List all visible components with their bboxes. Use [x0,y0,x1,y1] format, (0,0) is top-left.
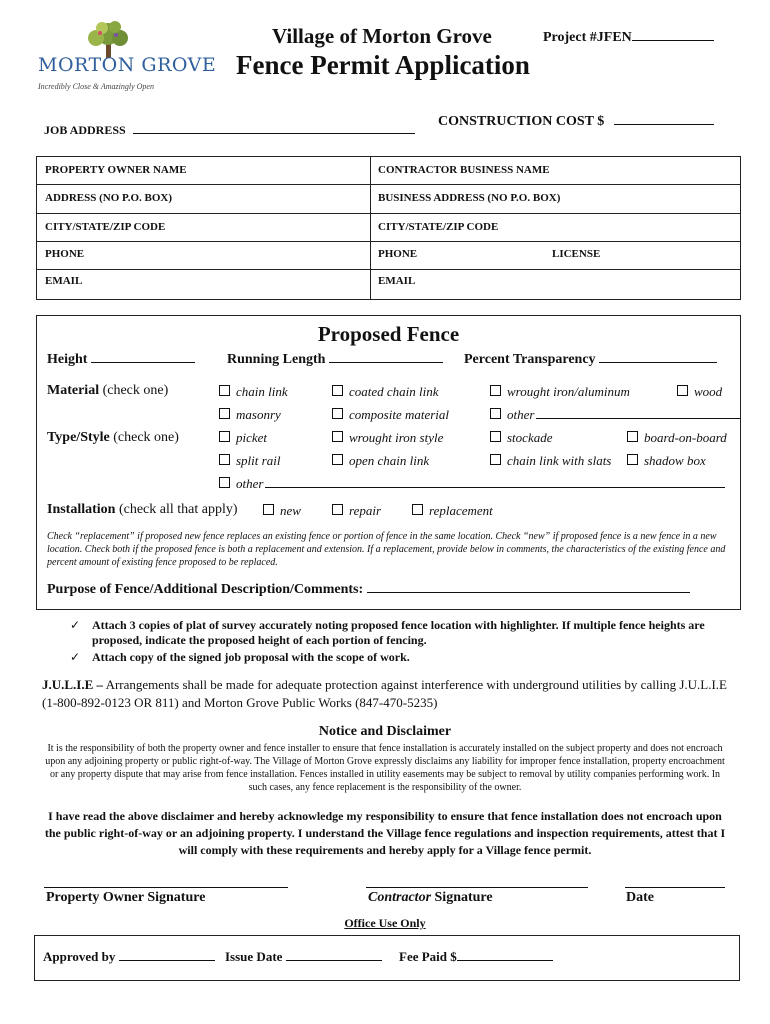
job-address-field[interactable] [133,133,415,134]
issue-date-field[interactable] [225,949,382,965]
date-line[interactable] [625,887,725,888]
owner-city-field[interactable]: CITY/STATE/ZIP CODE [45,221,166,233]
checkbox[interactable] [219,454,230,465]
julie-notice [42,676,732,712]
contractor-signature-label: Contractor Signature [368,890,493,905]
type-board-on-board[interactable]: board-on-board [627,430,727,446]
material-chain-link[interactable]: chain link [219,384,288,400]
checkbox[interactable] [219,431,230,442]
install-new[interactable]: new [263,503,301,519]
logo-wordmark: MORTON GROVE [38,54,217,76]
project-label: Project #JFEN [543,30,632,45]
type-split-rail[interactable]: split rail [219,453,280,469]
approved-by-input[interactable] [119,960,215,961]
contractor-email-field[interactable]: EMAIL [378,275,416,287]
checkmark-icon: ✓ [70,618,81,632]
owner-signature-line[interactable] [44,887,288,888]
height-label: Height [47,352,88,367]
type-other[interactable]: other [219,476,725,492]
checkbox[interactable] [263,504,274,515]
office-use-title: Office Use Only [344,916,426,930]
contractor-license-field[interactable]: LICENSE [552,248,601,260]
project-number [543,30,714,46]
material-wood[interactable]: wood [677,384,722,400]
checkbox[interactable] [490,408,501,419]
checkbox[interactable] [490,431,501,442]
acknowledgement-text: I have read the above disclaimer and hereby acknowledge my responsibility to ensure that fence installation does not encroach upon the public right-of-way or an adjoining property. I understand the Village fence regulations and inspection requirements, attest that I will comply with these requirements and hereby apply for a Village fence permit. [44,809,726,857]
material-other-input[interactable] [536,418,741,419]
checklist-item: ✓ Attach copy of the signed job proposal with the scope of work. [70,650,410,664]
approved-by-label: Approved by [43,949,116,964]
proposed-fence-section [36,315,741,610]
logo-tagline: Incredibly Close & Amazingly Open [38,82,154,91]
julie-text: Arrangements shall be made for adequate protection against interference with underground utilities by calling J.U.L.I.E (1-800-892-0123 OR 811) and Morton Grove Public Works (847-470-5235) [42,677,727,710]
contractor-phone-field[interactable]: PHONE [378,248,418,260]
owner-contractor-table [36,156,741,300]
running-length-label: Running Length [227,352,326,367]
installation-note: Check “replacement” if proposed new fence replaces an existing fence or portion of fence in the same location. Check “new” if proposed fence is a new fence in a new location. Check both if the proposed fence is both a replacement and extension. If a replacement, provide below in comments, the characteristics of the existing fence and percent amount of existing fence proposed to be replaced. [47,531,726,568]
checkbox[interactable] [219,477,230,488]
material-wrought-iron[interactable]: wrought iron/aluminum [490,384,630,400]
job-address-label: JOB ADDRESS [44,123,126,137]
type-picket[interactable]: picket [219,430,267,446]
owner-signature-label: Property Owner Signature [46,890,206,905]
notice-title: Notice and Disclaimer [318,724,452,739]
height-field[interactable] [47,352,195,368]
owner-phone-field[interactable]: PHONE [45,248,85,260]
checkbox[interactable] [332,385,343,396]
checkbox[interactable] [677,385,688,396]
type-wrought-iron-style[interactable]: wrought iron style [332,430,443,446]
section-title: Proposed Fence [317,322,460,346]
contractor-city-field[interactable]: CITY/STATE/ZIP CODE [378,221,499,233]
type-shadow-box[interactable]: shadow box [627,453,706,469]
material-coated-chain-link[interactable]: coated chain link [332,384,439,400]
checkmark-icon: ✓ [70,650,81,664]
height-input[interactable] [91,362,195,363]
type-open-chain-link[interactable]: open chain link [332,453,429,469]
owner-name-field[interactable]: PROPERTY OWNER NAME [45,164,187,176]
running-length-input[interactable] [329,362,443,363]
checkbox[interactable] [219,408,230,419]
transparency-field[interactable] [464,352,717,368]
checkbox[interactable] [627,454,638,465]
checkbox[interactable] [332,431,343,442]
checkbox[interactable] [332,454,343,465]
material-composite[interactable]: composite material [332,407,449,423]
fee-paid-label: Fee Paid $ [399,949,457,964]
running-length-field[interactable] [227,352,443,368]
project-field[interactable] [632,40,714,41]
checkbox[interactable] [219,385,230,396]
checkbox[interactable] [490,385,501,396]
issue-date-input[interactable] [286,960,382,961]
contractor-address-field[interactable]: BUSINESS ADDRESS (NO P.O. BOX) [378,192,561,204]
office-use-box [34,935,740,981]
fee-paid-field[interactable] [399,949,553,965]
approved-by-field[interactable] [43,949,215,965]
type-other-input[interactable] [265,487,725,488]
transparency-label: Percent Transparency [464,352,596,367]
owner-email-field[interactable]: EMAIL [45,275,83,287]
checkbox[interactable] [332,408,343,419]
village-name: Village of Morton Grove [272,24,492,48]
transparency-input[interactable] [599,362,717,363]
purpose-label: Purpose of Fence/Additional Description/Comments: [47,582,364,597]
purpose-input[interactable] [367,592,690,593]
checkbox[interactable] [627,431,638,442]
installation-label: Installation (check all that apply) [47,502,238,517]
page-title: Fence Permit Application [236,50,530,80]
type-label: Type/Style (check one) [47,430,179,445]
checkbox[interactable] [332,504,343,515]
owner-address-field[interactable]: ADDRESS (NO P.O. BOX) [45,192,173,204]
material-label: Material (check one) [47,383,169,398]
construction-cost-label: CONSTRUCTION COST $ [438,114,605,129]
job-address [44,123,415,138]
construction-cost [438,114,714,130]
material-masonry[interactable]: masonry [219,407,281,423]
construction-cost-field[interactable] [614,124,714,125]
checklist-item: ✓ Attach 3 copies of plat of survey accurately noting proposed fence location with highlighter. If multiple fence heights are proposed, indicate the proposed height of each portion of fencing. [70,618,705,647]
install-replacement[interactable]: replacement [412,503,493,519]
type-chain-link-slats[interactable]: chain link with slats [490,453,611,469]
install-repair[interactable]: repair [332,503,381,519]
village-logo [30,20,217,100]
contractor-signature-line[interactable] [366,887,588,888]
checkbox[interactable] [412,504,423,515]
date-label: Date [626,890,654,905]
contractor-name-field[interactable]: CONTRACTOR BUSINESS NAME [378,164,550,176]
disclaimer-text: It is the responsibility of both the property owner and fence installer to ensure that fence installation is accurately installed on the subject property and does not encroach upon any adjoining property or public right-of-way. The Village of Morton Grove expressly disclaims any liability for improper fence installation, property encroachment or any property dispute that may arise from fence installation. Fences installed in utility easements may be subject to removal by utility companies performing work. In such cases, any fence replacement is the responsibility of the owner. [45,743,725,793]
material-other[interactable]: other [490,407,741,423]
issue-date-label: Issue Date [225,949,283,964]
checkbox[interactable] [490,454,501,465]
purpose-field[interactable] [47,582,690,598]
julie-lead: J.U.L.I.E – [42,677,104,692]
type-stockade[interactable]: stockade [490,430,552,446]
fee-paid-input[interactable] [457,960,553,961]
